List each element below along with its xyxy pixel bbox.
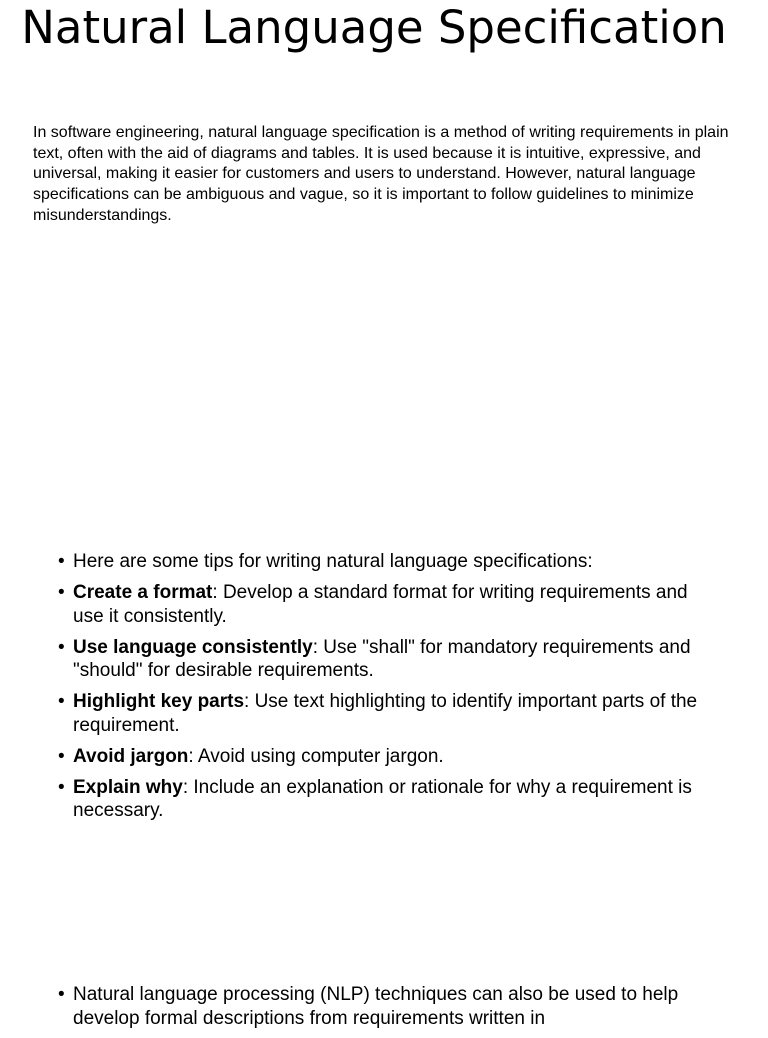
bullet-icon: • [58, 551, 65, 572]
tips-list [58, 550, 718, 830]
tip-text: : Use "shall" for mandatory requirements and "should" for desirable requirements. [73, 636, 691, 681]
tips-lead: Here are some tips for writing natural language specifications: [73, 551, 593, 572]
tip-text: : Use text highlighting to identify important parts of the requirement. [73, 691, 698, 736]
nlp-list [58, 983, 718, 1038]
tip-term: Use language consistently [73, 636, 313, 658]
tip-term: Highlight key parts [73, 691, 245, 712]
tip-term: Avoid jargon [73, 745, 189, 767]
intro-paragraph: In software engineering, natural language specification is a method of writing requirements in plain text, often with the aid of diagrams and tables. It is used because it is intuitive, expressive, and universal, making it easier for customers and users to understand. However, natural language specifications can be ambiguous and vague, so it is important to follow guidelines to minimize misunderstandings. [33, 124, 729, 224]
bullet-icon: • [58, 776, 65, 798]
page-title: Natural Language Specification [21, 1, 727, 54]
list-item [58, 776, 718, 823]
list-item [58, 745, 718, 769]
tip-term: Explain why [73, 776, 183, 798]
nlp-text: Natural language processing (NLP) techniques can also be used to help develop formal descriptions from requirements written in [73, 984, 679, 1029]
bullet-icon: • [58, 636, 65, 658]
bullet-icon: • [58, 745, 65, 767]
tip-text: : Develop a standard format for writing requirements and use it consistently. [73, 582, 688, 627]
list-item [58, 636, 718, 683]
tip-text: : Avoid using computer jargon. [188, 745, 444, 767]
list-item [58, 550, 718, 574]
list-item [58, 690, 718, 737]
list-item [58, 983, 718, 1030]
tip-term: Create a format [73, 582, 213, 603]
bullet-icon: • [58, 582, 65, 603]
bullet-icon: • [58, 984, 65, 1005]
tip-text: : Include an explanation or rationale for why a requirement is necessary. [73, 776, 692, 821]
list-item [58, 581, 718, 628]
bullet-icon: • [58, 691, 65, 712]
